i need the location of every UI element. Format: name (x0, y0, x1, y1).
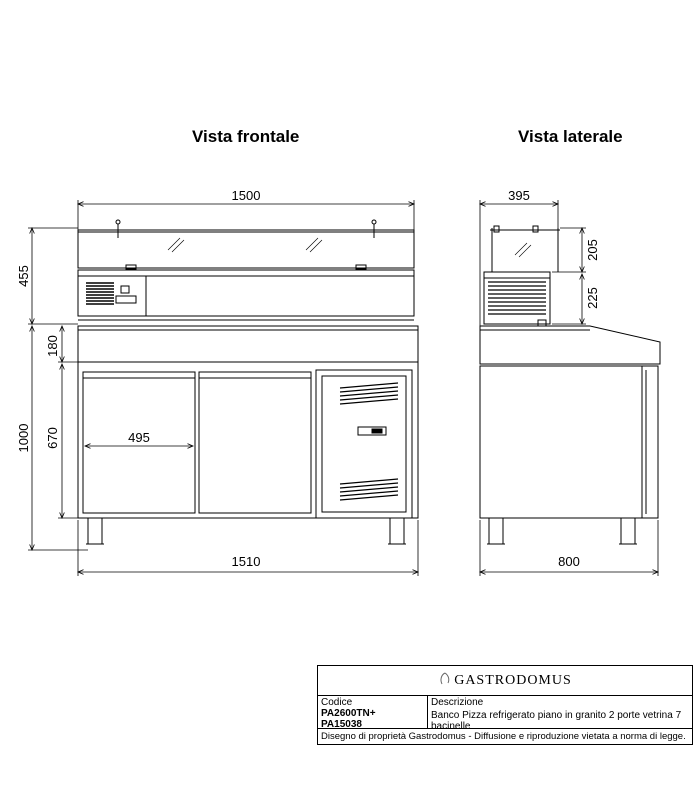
dim-side-top-width: 395 (508, 188, 530, 203)
front-dimension-lines (28, 200, 418, 576)
code-description-row (318, 696, 692, 732)
code-value-2: PA15038 (321, 719, 362, 730)
ownership-footer: Disegno di proprietà Gastrodomus - Diffusione e riproduzione vietata a norma di legge. (321, 731, 686, 742)
dim-front-counter-height: 1000 (16, 423, 31, 453)
description-label: Descrizione (431, 697, 484, 708)
dim-front-top-width: 1500 (231, 188, 261, 203)
code-cell (318, 696, 428, 728)
dim-front-door-height: 670 (45, 427, 60, 449)
code-value-1: PA2600TN+ (321, 708, 376, 719)
code-label: Codice (321, 697, 353, 708)
brand-row (318, 666, 692, 696)
dim-side-depth: 800 (558, 554, 580, 569)
dim-side-glass-height: 205 (585, 239, 600, 261)
front-view-title: Vista frontale (192, 127, 300, 146)
brand-name: GASTRODOMUS (454, 673, 572, 688)
title-block (317, 665, 693, 745)
description-value: Banco Pizza refrigerato piano in granito 2 porte vetrina 7 bacinelle (431, 710, 682, 732)
dim-front-top-section: 180 (45, 335, 60, 357)
side-dimension-lines (480, 200, 658, 576)
dim-side-base-height: 225 (585, 287, 600, 309)
front-view-drawing (78, 220, 418, 544)
description-cell (428, 696, 692, 732)
side-view-title: Vista laterale (518, 127, 623, 146)
brand-logo-icon (438, 671, 452, 687)
dim-front-bottom-width: 1510 (231, 554, 261, 569)
dim-front-door-width: 495 (128, 430, 150, 445)
side-view-drawing (480, 226, 660, 544)
dim-front-vitrine-height: 455 (16, 265, 31, 287)
